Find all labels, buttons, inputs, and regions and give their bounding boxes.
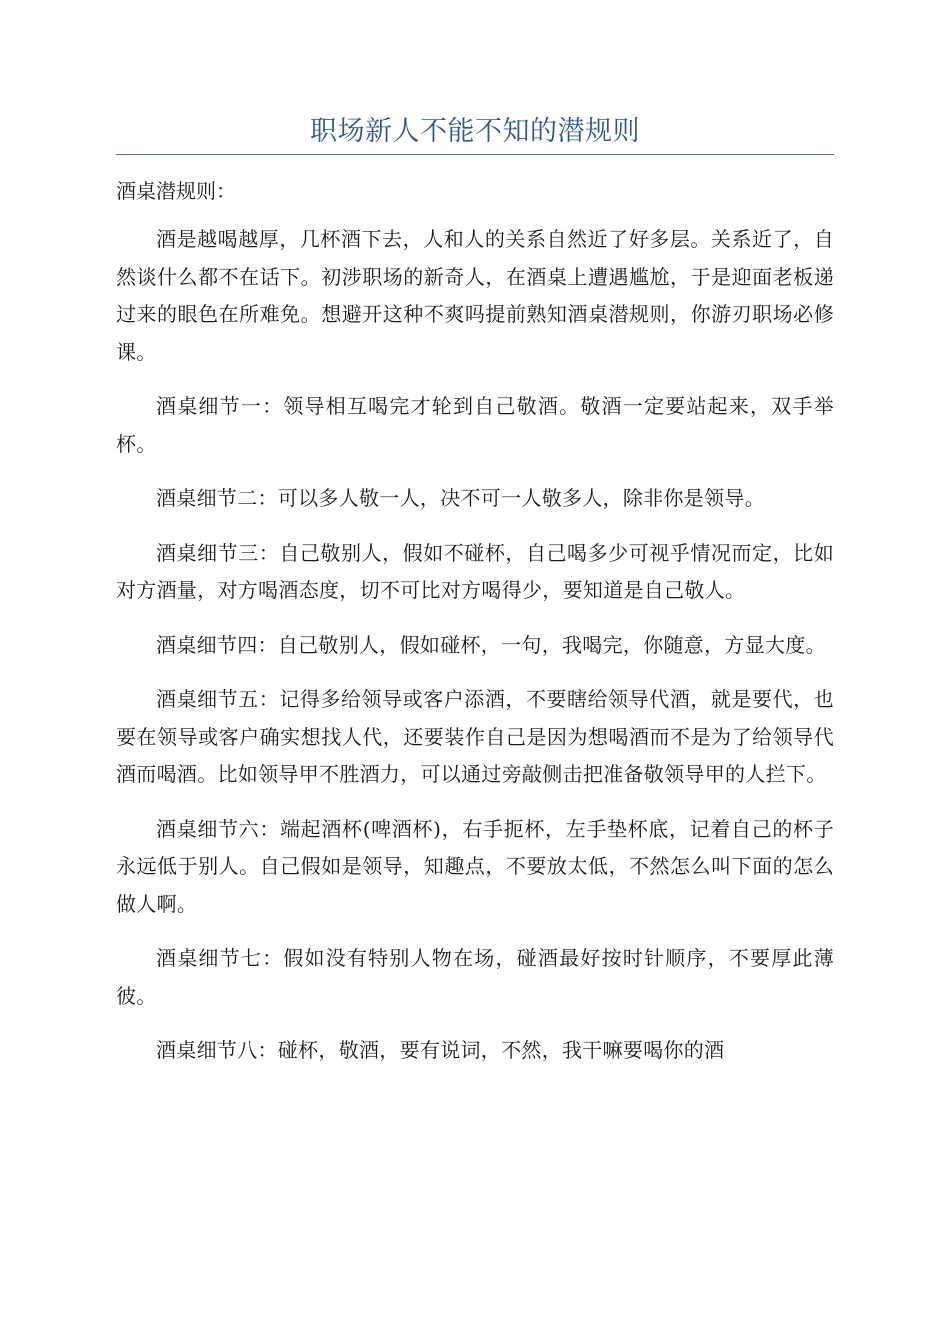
- page-title: 职场新人不能不知的潜规则: [310, 116, 640, 147]
- paragraph-detail-7: 酒桌细节七：假如没有特别人物在场，碰酒最好按时针顺序，不要厚此薄彼。: [116, 946, 834, 1008]
- paragraph-detail-8: 酒桌细节八：碰杯，敬酒，要有说词，不然，我干嘛要喝你的酒: [156, 1038, 725, 1062]
- document-body: [116, 171, 834, 1087]
- paragraph-detail-1: 酒桌细节一：领导相互喝完才轮到自己敬酒。敬酒一定要站起来，双手举杯。: [116, 394, 834, 456]
- paragraph-detail-5: 酒桌细节五：记得多给领导或客户添酒，不要瞎给领导代酒，就是要代，也要在领导或客户确实想找人代，还要装作自己是因为想喝酒而不是为了给领导代酒而喝酒。比如领导甲不胜酒力，可以通过旁敲侧击把准备敬领导甲的人拦下。: [116, 687, 834, 786]
- paragraph-intro: 酒是越喝越厚，几杯酒下去，人和人的关系自然近了好多层。关系近了，自然谈什么都不在话下。初涉职场的新奇人，在酒桌上遭遇尴尬，于是迎面老板递过来的眼色在所难免。想避开这种不爽吗提前熟知酒桌潜规则，你游刃职场必修课。: [116, 227, 834, 364]
- paragraph-detail-6: 酒桌细节六：端起酒杯(啤酒杯)，右手扼杯，左手垫杯底，记着自己的杯子永远低于别人。自己假如是领导，知趣点，不要放太低，不然怎么叫下面的怎么做人啊。: [116, 816, 834, 916]
- paragraph-detail-2: 酒桌细节二：可以多人敬一人，决不可一人敬多人，除非你是领导。: [156, 486, 765, 510]
- paragraph-detail-4: 酒桌细节四：自己敬别人，假如碰杯，一句，我喝完，你随意，方显大度。: [156, 632, 826, 657]
- title-underline: [116, 154, 834, 155]
- section-heading: 酒桌潜规则：: [116, 179, 236, 203]
- paragraph-detail-3: 酒桌细节三：自己敬别人，假如不碰杯，自己喝多少可视乎情况而定，比如对方酒量，对方喝酒态度，切不可比对方喝得少，要知道是自己敬人。: [116, 540, 834, 602]
